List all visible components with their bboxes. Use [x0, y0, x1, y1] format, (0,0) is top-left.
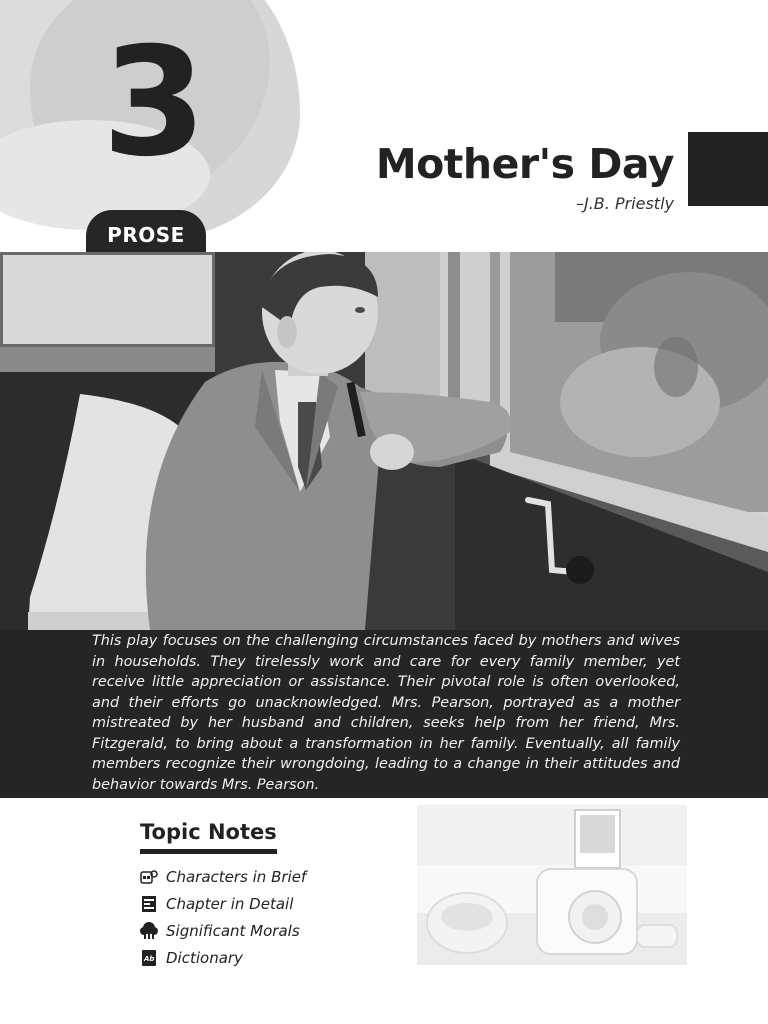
- tree-icon: [140, 922, 158, 940]
- dictionary-icon: [140, 949, 158, 967]
- topic-notes-heading: Topic Notes: [140, 820, 277, 844]
- chapter-summary: This play focuses on the challenging circumstances faced by mothers and wives in households. They tirelessly work and care for every family member, yet receive little appreciation or assistance. Their pivotal role is often overlooked, and their efforts go unacknowledged. Mrs. Pearson, portrayed as a mother mistreated by her husband and children, seeks help from her friend, Mrs. Fitzgerald, to bring about a transformation in her family. Eventually, all family members recognize their wrongdoing, leading to a change in their attitudes and behavior towards Mrs. Pearson.: [0, 630, 768, 798]
- chapter-number: 3: [102, 16, 203, 190]
- chapter-illustration: [0, 252, 768, 630]
- document-icon: [140, 895, 158, 913]
- title-accent-block: [688, 132, 768, 206]
- topic-item-label: Chapter in Detail: [166, 894, 294, 913]
- topic-item-characters[interactable]: [140, 863, 306, 890]
- decorative-camera-image: [417, 805, 687, 965]
- topic-item-label: Characters in Brief: [166, 867, 307, 886]
- svg-text:Ab: Ab: [144, 954, 155, 963]
- prose-badge: PROSE: [86, 210, 206, 262]
- topic-item-label: Dictionary: [166, 948, 243, 967]
- topic-item-chapter-detail[interactable]: [140, 890, 306, 917]
- topic-item-morals[interactable]: [140, 917, 306, 944]
- chapter-author: –J.B. Priestly: [576, 194, 674, 213]
- topic-notes-underline: [140, 849, 277, 854]
- topic-notes-list: [140, 863, 306, 971]
- topic-item-dictionary[interactable]: [140, 944, 306, 971]
- chapter-title: Mother's Day: [375, 140, 674, 188]
- characters-icon: [140, 868, 158, 886]
- topic-item-label: Significant Morals: [166, 921, 300, 940]
